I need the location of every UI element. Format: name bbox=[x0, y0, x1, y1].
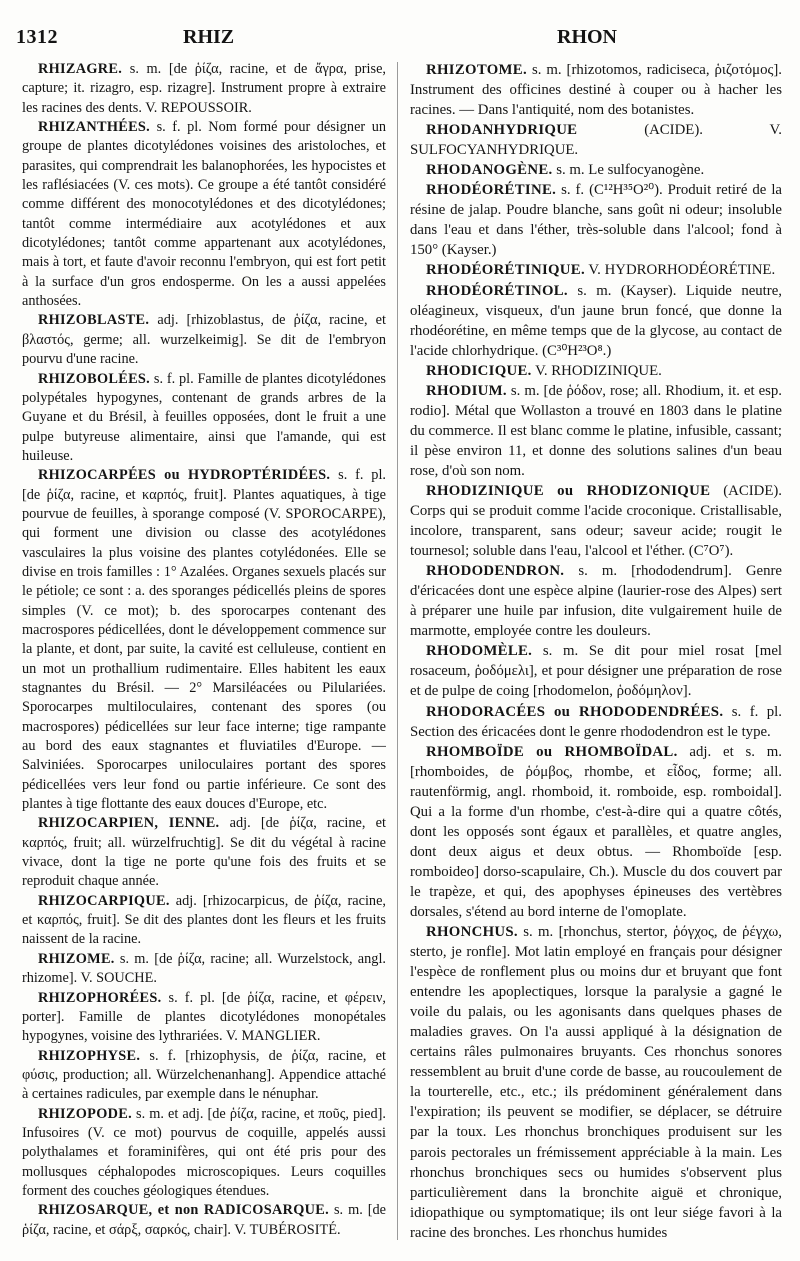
entry-definition: s. f. pl. [de ῥίζα, racine, et φέρειν, porter]. Famille de plantes dicotylédones monopétales hypogynes, voisine des lythrariées. V. MANGLIER. bbox=[22, 989, 386, 1045]
dictionary-entry bbox=[410, 922, 782, 1243]
entry-headword: RHIZOTOME. bbox=[426, 62, 527, 78]
entry-headword: RHIZOCARPIQUE. bbox=[38, 892, 170, 909]
left-column bbox=[22, 60, 386, 1245]
entry-definition: adj. et s. m. [rhomboides, de ῥόμβος, rhombe, et εἶδος, forme; all. rautenförmig, angl. rhomboid, it. romboide, esp. romboidal]. Qui a la forme d'un rhombe, c'est-à-dire qui a quatre côtés, dont les opposés sont égaux et parallèles, et quatre angles, dont deux aigus et deux obtus. — Rhomboïde [esp. romboideo] dorso-scapulaire, Ch.). Muscle du dos couvert par le trapèze, et qui, des apophyses épineuses des vertèbres dorsales, s'étend au bord interne de l'omoplate. bbox=[410, 743, 782, 920]
entry-headword: RHODORACÉES ou RHODODENDRÉES. bbox=[426, 703, 724, 720]
entry-headword: RHIZOME. bbox=[38, 950, 115, 967]
entry-definition: s. m. (Kayser). Liquide neutre, oléagineux, visqueux, d'un jaune brun foncé, que donne la rhodéorétine, en même temps que de la glycose, au contact de l'acide chlorhydrique. (C³⁰H²³O⁸.) bbox=[410, 282, 782, 359]
entry-definition: s. m. [de ῥίζα, racine; all. Wurzelstock, angl. rhizome]. V. SOUCHE. bbox=[22, 950, 386, 987]
entry-definition: s. f. pl. Famille de plantes dicotylédones polypétales hypogynes, contenant de grands arbres de la Guyane et du Brésil, à feuilles opposées, dont le fruit a une pulpe butyreuse alimentaire, ainsi que l'amande, qui est huileuse. bbox=[22, 370, 386, 464]
dictionary-entry bbox=[22, 311, 386, 369]
dictionary-entry bbox=[22, 892, 386, 950]
entry-headword: RHIZOPODE. bbox=[38, 1105, 132, 1122]
dictionary-entry bbox=[410, 361, 782, 381]
dictionary-entry bbox=[410, 160, 782, 180]
dictionary-entry bbox=[22, 1105, 386, 1202]
entry-headword: RHIZOCARPIEN, IENNE. bbox=[38, 815, 220, 832]
dictionary-entry bbox=[22, 118, 386, 311]
entry-definition: s. f. pl. [de ῥίζα, racine, et καρπός, fruit]. Plantes aquatiques, à tige pourvue de feuilles, à sporange composé (V. SPOROCARPE), qui forment une division ou classe des acotylédones vasculaires la plus voisine des plantes cotylédonées. Elle se divise en trois familles : 1° Azalées. Organes sexuels placés sur le pétiole; ce sont : a. des sporanges pédicellés pleins de spores simples (V. ce mot); b. des sporocarpes contenant des macrospores pédicellées, dont le développement commence sur la plante, et dont, par suite, la cavité est celluleuse, contient en un mot un prothallium rudimentaire. Elles habitent les eaux stagnantes du Brésil. — 2° Marsiléacées ou Pilulariées. Sporocarpes multiloculaires, contenant des spores (ou macrospores) pédicellées sur leur face interne; tige rampante au bord des eaux stagnantes et fluviatiles d'Europe. — Salviniées. Sporocarpes uniloculaires portant des spores pédicellées vers leur fond ou partie inférieure. Ce sont des plantes à tige flottante des eaux douces d'Europe, etc. bbox=[22, 467, 386, 813]
dictionary-entry bbox=[410, 60, 782, 120]
column-divider bbox=[397, 62, 398, 1240]
entry-headword: RHIZOBOLÉES. bbox=[38, 370, 151, 387]
entry-headword: RHODANOGÈNE. bbox=[426, 162, 553, 179]
running-header bbox=[0, 22, 800, 56]
page-number: 1312 bbox=[16, 26, 58, 48]
dictionary-entry bbox=[410, 120, 782, 160]
entry-definition: adj. [rhizoblastus, de ῥίζα, racine, et βλαστός, germe; all. wurzelkeimig]. Se dit de l'embryon pourvu d'une racine. bbox=[22, 312, 386, 368]
entry-definition: s. f. [rhizophysis, de ῥίζα, racine, et φύσις, production; all. Würzelchenanhang]. Appendice attaché à certaines radicules, par exemple dans le nénuphar. bbox=[22, 1047, 386, 1103]
entry-headword: RHIZOBLASTE. bbox=[38, 312, 150, 329]
dictionary-entry bbox=[410, 481, 782, 561]
entry-headword: RHODIUM. bbox=[426, 382, 507, 399]
dictionary-entry bbox=[22, 1047, 386, 1105]
entry-headword: RHIZOPHYSE. bbox=[38, 1047, 141, 1064]
dictionary-entry bbox=[410, 561, 782, 641]
entry-definition: s. m. [rhododendrum]. Genre d'éricacées dont une espèce alpine (laurier-rose des Alpes) sert à préparer une huile par infusion, dite vulgairement huile de marmotte, employée contre les douleurs. bbox=[410, 563, 782, 640]
right-column bbox=[410, 60, 782, 1245]
entry-definition: adj. [rhizocarpicus, de ῥίζα, racine, et καρπός, fruit]. Se dit des plantes dont les fleurs et les fruits naissent de la racine. bbox=[22, 892, 386, 948]
dictionary-entry bbox=[22, 989, 386, 1047]
dictionary-entry bbox=[410, 381, 782, 481]
entry-definition: V. HYDRORHODÉORÉTINE. bbox=[584, 262, 776, 279]
dictionary-entry bbox=[22, 370, 386, 467]
entry-definition: s. f. (C¹²H³⁵O²⁰). Produit retiré de la résine de jalap. Poudre blanche, sans goût ni odeur; insoluble dans l'eau et dans l'éther, très-soluble dans l'alcool; fond à 150° (Kayser.) bbox=[410, 182, 782, 259]
entry-definition: s. m. et adj. [de ῥίζα, racine, et ποῦς, pied]. Infusoires (V. ce mot) pourvus de coquille, appelés aussi polythalames et foraminifères, qui ont été pris pour des mollusques céphalopodes microscopiques. Leurs coquilles forment des couches géologiques étendues. bbox=[22, 1105, 386, 1199]
entry-headword: RHIZANTHÉES. bbox=[38, 119, 151, 136]
entry-headword: RHODANHYDRIQUE bbox=[426, 122, 578, 139]
dictionary-entry bbox=[410, 281, 782, 361]
entry-headword: RHIZOSARQUE, et non RADICOSARQUE. bbox=[38, 1202, 329, 1219]
entry-definition: s. m. [rhonchus, stertor, ῥόγχος, de ῥέγχω, sterto, je ronfle]. Mot latin employé en français pour désigner l'espèce de ronflement plus ou moins dur et bruyant que font entendre les apoplectiques, lorsque la paralysie a gagné le voile du palais, ou les agonisants dans quelques phases de maladies graves. On l'a aussi appliqué à la désignation de certains râles pulmonaires bruyants. Ces rhonchus sonores ressemblent au bruit d'une corde de basse, au roucoulement de la tourterelle, etc., etc.; ils prédominent généralement dans l'expiration; ils peuvent se modifier, se déplacer, se détruire par la toux. Les rhonchus bronchiques produisent sur les parois pectorales un frémissement appréciable à la main. Les rhonchus bronchiques secs ou humides s'observent plus particulièrement dans la bronchite aiguë et chronique, idiopathique ou symptomatique; ils ont leur siége favori à la racine des bronches. Les rhonchus humides bbox=[410, 924, 782, 1241]
entry-definition: s. m. [rhizotomos, radiciseca, ῥιζοτόμος]. Instrument des officines destiné à couper ou à hacher les racines. — Dans l'antiquité, nom des botanistes. bbox=[410, 62, 782, 119]
entry-definition: V. RHODIZINIQUE. bbox=[531, 362, 662, 379]
dictionary-entry bbox=[410, 180, 782, 260]
entry-headword: RHODICIQUE. bbox=[426, 362, 532, 379]
entry-headword: RHODIZINIQUE ou RHODIZONIQUE bbox=[426, 482, 711, 499]
dictionary-entry bbox=[22, 1201, 386, 1240]
entry-definition: s. f. pl. Section des éricacées dont le genre rhododendron est le type. bbox=[410, 703, 782, 740]
entry-definition: (ACIDE). Corps qui se produit comme l'acide croconique. Cristallisable, incolore, transparent, sans odeur; saveur acide; rougit le tournesol; soluble dans l'eau, l'alcool et l'éther. (C⁷O⁷). bbox=[410, 482, 782, 560]
entry-headword: RHIZAGRE. bbox=[38, 61, 123, 77]
entry-definition: s. m. Le sulfocyanogène. bbox=[552, 162, 705, 179]
entry-headword: RHODOMÈLE. bbox=[426, 643, 533, 660]
entry-definition: adj. [de ῥίζα, racine, et καρπός, fruit; all. würzelfruchtig]. Se dit du végétal à racine vivace, dont la tige ne porte qu'une fois des fruits et se reproduit chaque année. bbox=[22, 815, 386, 890]
dictionary-entry bbox=[410, 641, 782, 701]
entry-definition: s. m. [de ῥίζα, racine, et σάρξ, σαρκός, chair]. V. TUBÉROSITÉ. bbox=[22, 1202, 386, 1238]
entry-definition: s. m. [de ῥίζα, racine, et de ἄγρα, prise, capture; it. rizagro, esp. rizagre]. Instrument propre à extraire les racines des dents. V. REPOUSSOIR. bbox=[22, 61, 386, 116]
entry-definition: (ACIDE). V. SULFOCYANHYDRIQUE. bbox=[410, 122, 782, 159]
dictionary-entry bbox=[410, 742, 782, 922]
dictionary-entry bbox=[22, 950, 386, 989]
entry-headword: RHOMBOÏDE ou RHOMBOÏDAL. bbox=[426, 743, 678, 760]
guide-word-right: RHON bbox=[557, 26, 617, 48]
entry-headword: RHODÉORÉTINOL. bbox=[426, 282, 568, 299]
dictionary-entry bbox=[22, 466, 386, 814]
dictionary-entry bbox=[22, 814, 386, 891]
dictionary-entry bbox=[410, 702, 782, 742]
entry-headword: RHIZOPHORÉES. bbox=[38, 989, 162, 1006]
entry-headword: RHIZOCARPÉES ou HYDROPTÉRIDÉES. bbox=[38, 467, 331, 484]
entry-headword: RHONCHUS. bbox=[426, 924, 518, 941]
guide-word-left: RHIZ bbox=[183, 26, 235, 48]
entry-definition: s. m. [de ῥόδον, rose; all. Rhodium, it. et esp. rodio]. Métal que Wollaston a trouvé en 1803 dans le platine du commerce. Il est blanc comme le platine, infusible, cassant; il pèse environ 11, et donne des solutions salines d'un beau rose, d'où son nom. bbox=[410, 382, 782, 479]
dictionary-entry bbox=[410, 260, 782, 280]
entry-headword: RHODÉORÉTINE. bbox=[426, 182, 557, 199]
entry-headword: RHODODENDRON. bbox=[426, 563, 565, 580]
entry-headword: RHODÉORÉTINIQUE. bbox=[426, 262, 585, 279]
entry-definition: s. m. Se dit pour miel rosat [mel rosaceum, ῥοδόμελι], et pour désigner une préparation de rose et de pulpe de coing [rhodomelon, ῥοδόμηλον]. bbox=[410, 643, 782, 700]
entry-definition: s. f. pl. Nom formé pour désigner un groupe de plantes dicotylédones voisines des aristoloches, et parasites, qui comprendrait les balanophorées, les hypocistes et les raflésiacées (V. ces mots). Ce groupe a été tantôt considéré comme différent des monocotylédones et des dicotylédones; tantôt comme intermédiaire aux acotylédones et aux dicotylédones; tantôt comme appartenant aux acotylédones, mais à tort, et faute d'avoir reconnu l'embryon, qui est fort petit à la surface d'un gros endosperme. On les a aussi appelées anthosées. bbox=[22, 119, 386, 310]
dictionary-entry bbox=[22, 60, 386, 118]
